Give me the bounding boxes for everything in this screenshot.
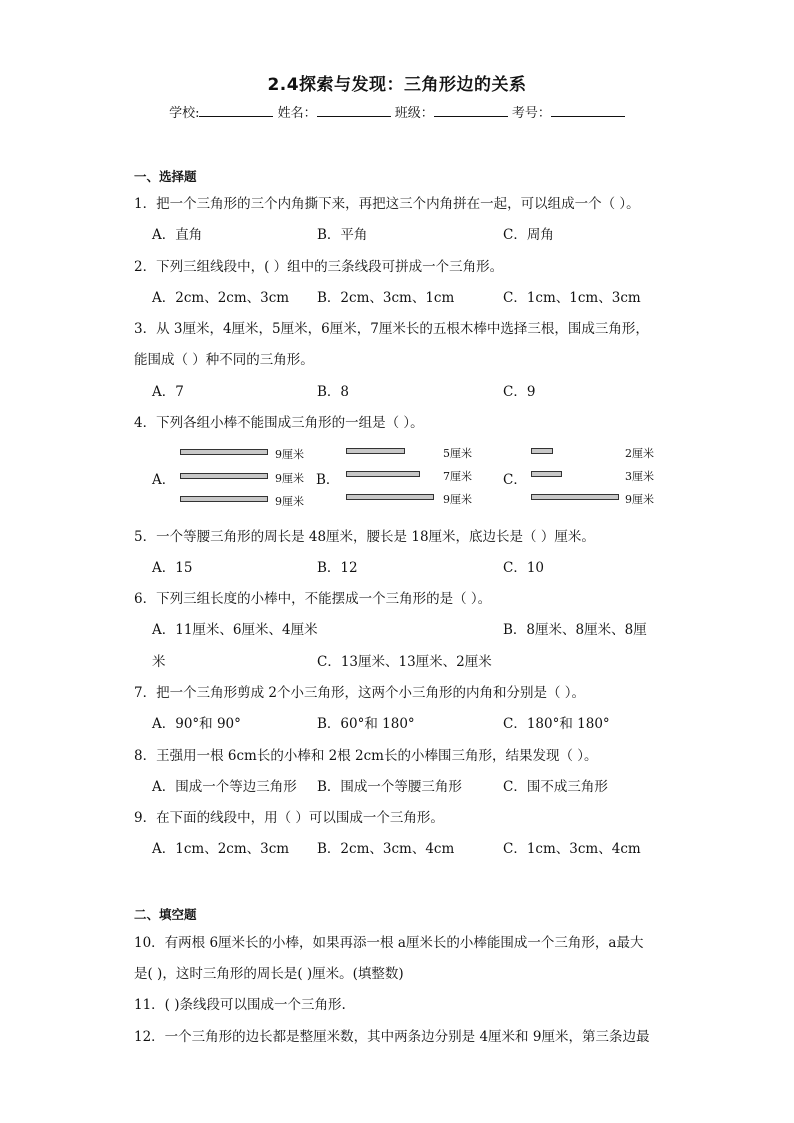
q3-option-c[interactable]: C．9 — [503, 384, 536, 400]
question-10-line2: 是( )，这时三角形的周长是( )厘米。(填整数) — [134, 966, 404, 982]
q2-option-c[interactable]: C．1cm、1cm、3cm — [503, 290, 641, 306]
q6-option-b-continued[interactable]: 米 — [152, 654, 166, 670]
q7-option-b[interactable]: B．60°和 180° — [317, 716, 415, 732]
q9-option-b[interactable]: B．2cm、3cm、4cm — [317, 841, 455, 857]
q4-b-stick-1 — [346, 448, 405, 454]
question-5: 5．一个等腰三角形的周长是 48厘米，腰长是 18厘米，底边长是（ ）厘米。 — [134, 529, 595, 545]
q4-b-label-2: 7厘米 — [443, 470, 472, 483]
question-3-line2: 能围成（ ）种不同的三角形。 — [134, 352, 314, 368]
number-label: 考号： — [511, 106, 551, 121]
q4-a-stick-3 — [180, 496, 268, 502]
q8-option-a[interactable]: A．围成一个等边三角形 — [152, 779, 297, 795]
q4-c-label-3: 9厘米 — [625, 493, 654, 506]
q1-option-a[interactable]: A．直角 — [152, 227, 203, 243]
q7-option-c[interactable]: C．180°和 180° — [503, 716, 610, 732]
q4-c-stick-2 — [531, 471, 562, 477]
school-blank[interactable] — [199, 104, 273, 117]
q4-a-label-3: 9厘米 — [275, 495, 304, 508]
question-4: 4．下列各组小棒不能围成三角形的一组是（ ）。 — [134, 415, 424, 431]
q6-option-b[interactable]: B．8厘米、8厘米、8厘 — [503, 622, 647, 638]
q4-c-stick-3 — [531, 494, 619, 500]
q6-option-c[interactable]: C．13厘米、13厘米、2厘米 — [317, 654, 492, 670]
q3-option-a[interactable]: A．7 — [152, 384, 184, 400]
class-label: 班级： — [394, 106, 434, 121]
question-9: 9．在下面的线段中，用（ ）可以围成一个三角形。 — [134, 810, 444, 826]
q3-option-b[interactable]: B．8 — [317, 384, 350, 400]
q7-option-a[interactable]: A．90°和 90° — [152, 716, 241, 732]
page-title: 2.4探索与发现：三角形边的关系 — [267, 75, 527, 95]
question-1: 1．把一个三角形的三个内角撕下来，再把这三个内角拼在一起，可以组成一个（ ）。 — [134, 196, 640, 212]
q4-b-label-3: 9厘米 — [443, 493, 472, 506]
q8-option-c[interactable]: C．围不成三角形 — [503, 779, 608, 795]
q9-option-c[interactable]: C．1cm、3cm、4cm — [503, 841, 641, 857]
q8-option-b[interactable]: B．围成一个等腰三角形 — [317, 779, 462, 795]
q6-option-a[interactable]: A．11厘米、6厘米、4厘米 — [152, 622, 318, 638]
q4-option-b-letter[interactable]: B． — [316, 472, 340, 488]
q1-option-c[interactable]: C．周角 — [503, 227, 554, 243]
q4-c-label-2: 3厘米 — [625, 470, 654, 483]
school-label: 学校: — [169, 106, 200, 121]
q4-a-label-1: 9厘米 — [275, 448, 304, 461]
q5-option-c[interactable]: C．10 — [503, 560, 545, 576]
section-choice-title: 一、选择题 — [134, 169, 197, 184]
q1-option-b[interactable]: B．平角 — [317, 227, 368, 243]
section-fill-title: 二、填空题 — [134, 907, 197, 922]
q4-a-label-2: 9厘米 — [275, 472, 304, 485]
q9-option-a[interactable]: A．1cm、2cm、3cm — [152, 841, 290, 857]
q5-option-a[interactable]: A．15 — [152, 560, 193, 576]
question-12: 12．一个三角形的边长都是整厘米数，其中两条边分别是 4厘米和 9厘米，第三条边最 — [134, 1029, 650, 1045]
q4-option-a-letter[interactable]: A． — [152, 472, 176, 488]
number-blank[interactable] — [551, 104, 625, 117]
q2-option-a[interactable]: A．2cm、2cm、3cm — [152, 290, 290, 306]
q4-a-stick-2 — [180, 473, 268, 479]
question-10-line1: 10．有两根 6厘米长的小棒，如果再添一根 a厘米长的小棒能围成一个三角形，a最大 — [134, 935, 644, 951]
question-7: 7．把一个三角形剪成 2个小三角形，这两个小三角形的内角和分别是（ ）。 — [134, 685, 586, 701]
q4-option-c-letter[interactable]: C． — [503, 472, 527, 488]
student-info-line — [0, 102, 794, 121]
q4-c-stick-1 — [531, 448, 553, 454]
question-8: 8．王强用一根 6cm长的小棒和 2根 2cm长的小棒围三角形，结果发现（ ）。 — [134, 748, 598, 764]
name-label: 姓名： — [277, 106, 317, 121]
question-6: 6．下列三组长度的小棒中，不能摆成一个三角形的是（ ）。 — [134, 591, 492, 607]
question-2: 2．下列三组线段中，( ）组中的三条线段可拼成一个三角形。 — [134, 259, 504, 275]
q5-option-b[interactable]: B．12 — [317, 560, 358, 576]
q4-b-stick-3 — [346, 494, 434, 500]
q4-b-label-1: 5厘米 — [443, 447, 472, 460]
name-blank[interactable] — [317, 104, 391, 117]
q4-a-stick-1 — [180, 449, 268, 455]
question-11: 11．( )条线段可以围成一个三角形. — [134, 997, 346, 1013]
q4-b-stick-2 — [346, 471, 420, 477]
class-blank[interactable] — [434, 104, 508, 117]
q2-option-b[interactable]: B．2cm、3cm、1cm — [317, 290, 455, 306]
q4-c-label-1: 2厘米 — [625, 447, 654, 460]
question-3-line1: 3．从 3厘米，4厘米，5厘米，6厘米，7厘米长的五根木棒中选择三根，围成三角形， — [134, 321, 649, 337]
